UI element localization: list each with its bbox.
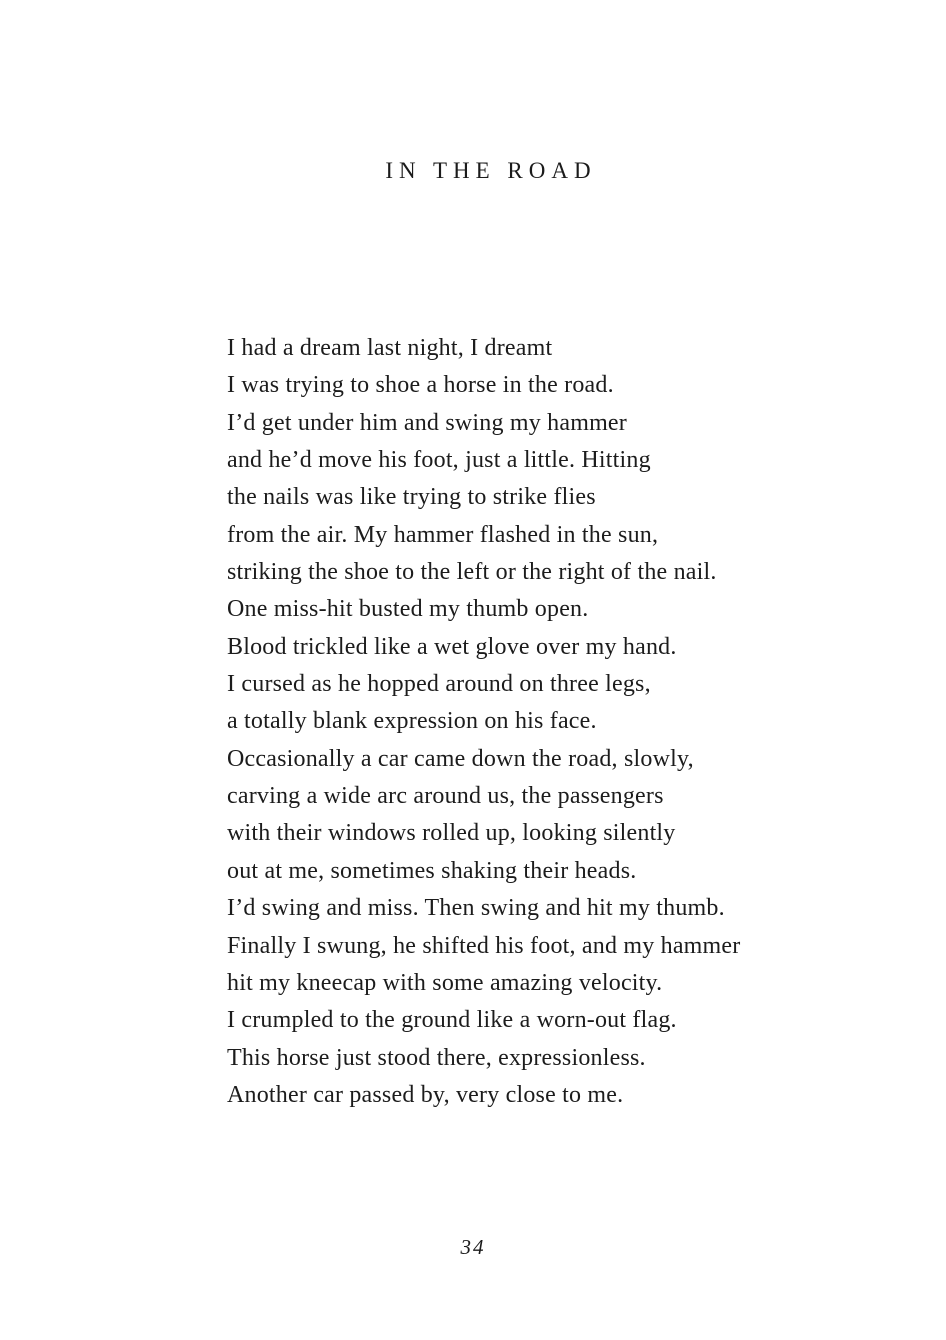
poem-line: One miss-hit busted my thumb open. — [227, 596, 589, 623]
poem-line: Finally I swung, he shifted his foot, and my hammer — [227, 932, 741, 959]
poem-line: I was trying to shoe a horse in the road. — [227, 372, 614, 399]
poem-line: the nails was like trying to strike flies — [227, 484, 596, 511]
poem-line: Another car passed by, very close to me. — [227, 1081, 624, 1108]
poem-line: I crumpled to the ground like a worn-out flag. — [227, 1007, 677, 1034]
poem-line: Blood trickled like a wet glove over my hand. — [227, 633, 677, 660]
page-title: IN THE ROAD — [385, 158, 597, 184]
poem-line: I’d swing and miss. Then swing and hit my thumb. — [227, 895, 725, 922]
poem-line: hit my kneecap with some amazing velocity. — [227, 969, 663, 996]
poem-line: I’d get under him and swing my hammer — [227, 409, 627, 436]
poem-line: carving a wide arc around us, the passengers — [227, 783, 664, 810]
poem-line: I had a dream last night, I dreamt — [227, 335, 553, 361]
poem-line: Occasionally a car came down the road, slowly, — [227, 745, 694, 772]
poem-line: from the air. My hammer flashed in the sun, — [227, 521, 659, 548]
poem-line: a totally blank expression on his face. — [227, 708, 597, 735]
poem-line: with their windows rolled up, looking silently — [227, 820, 676, 847]
poem-line: out at me, sometimes shaking their heads. — [227, 857, 637, 884]
poem-line: I cursed as he hopped around on three legs, — [227, 671, 651, 698]
poem-line: This horse just stood there, expressionless. — [227, 1044, 646, 1071]
poem-line: and he’d move his foot, just a little. Hitting — [227, 447, 651, 474]
poem-line: striking the shoe to the left or the right of the nail. — [227, 559, 717, 586]
page-number: 34 — [460, 1235, 486, 1259]
poem-body — [227, 330, 787, 1114]
